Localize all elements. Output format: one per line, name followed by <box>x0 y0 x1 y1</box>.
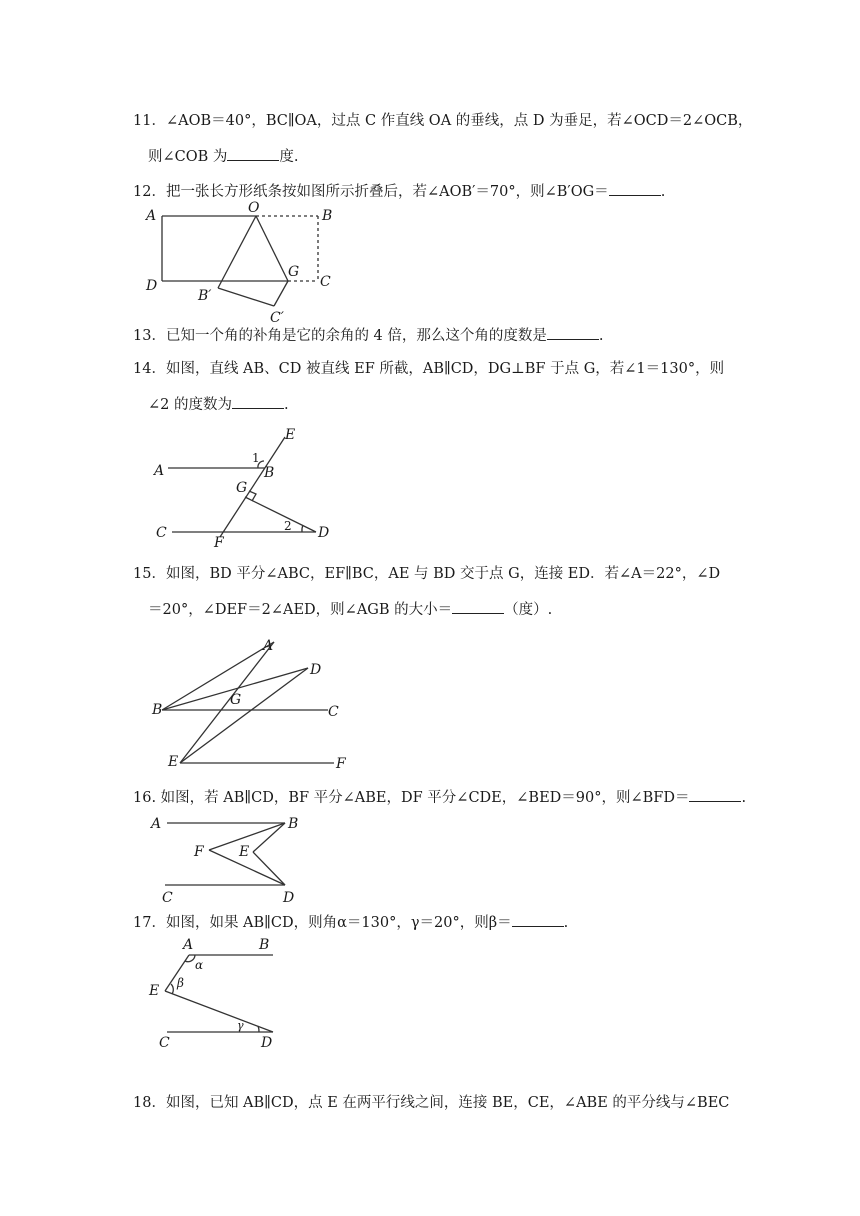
segment-BA <box>162 642 274 710</box>
answer-blank-11[interactable] <box>227 146 279 161</box>
q15-text: ＝20°，∠DEF＝2∠AED，则∠AGB 的大小＝ <box>148 602 453 618</box>
q14-line2: ∠2 的度数为 . <box>148 394 289 415</box>
q15-figure <box>150 630 360 770</box>
answer-blank-16[interactable] <box>689 787 741 802</box>
q16-figure <box>145 810 315 905</box>
q14-figure <box>150 425 350 550</box>
q16-line: 16. 如图，若 AB∥CD，BF 平分∠ABE，DF 平分∠CDE，∠BED＝90°，则∠BFD＝ . <box>133 787 746 808</box>
q12-text: 12．把一张长方形纸条按如图所示折叠后，若∠AOB′＝70°，则∠B′OG＝ <box>133 184 609 200</box>
answer-blank-15[interactable] <box>452 599 504 614</box>
label-A: A <box>183 937 194 953</box>
label-O: O <box>248 200 260 216</box>
label-F: F <box>214 535 224 551</box>
label-A: A <box>151 816 162 832</box>
label-gamma: γ <box>237 1019 244 1032</box>
segment-GCprime <box>274 281 288 306</box>
label-Bprime: B′ <box>198 288 212 304</box>
beta-arc <box>171 984 173 994</box>
answer-blank-12[interactable] <box>609 181 661 196</box>
label-E: E <box>168 754 179 770</box>
label-E: E <box>239 844 250 860</box>
q11-line1: 11．∠AOB＝40°，BC∥OA，过点 C 作直线 OA 的垂线，点 D 为垂足，若∠OCD＝2∠OCB， <box>133 113 753 129</box>
q17-figure <box>145 935 295 1055</box>
q15-line2: ＝20°，∠DEF＝2∠AED，则∠AGB 的大小＝ （度）. <box>148 599 552 620</box>
label-alpha: α <box>195 958 204 972</box>
segment-GD <box>245 497 316 532</box>
segment-EA <box>180 642 274 763</box>
q14-line1: 14．如图，直线 AB、CD 被直线 EF 所截，AB∥CD，DG⊥BF 于点 G，若∠1＝130°，则 <box>133 361 725 377</box>
label-C: C <box>320 274 331 290</box>
label-D: D <box>283 890 295 906</box>
gamma-arc <box>258 1026 259 1032</box>
answer-blank-14[interactable] <box>232 394 284 409</box>
label-angle1: 1 <box>252 451 260 465</box>
label-E: E <box>149 983 160 999</box>
q17-text: 17．如图，如果 AB∥CD，则角α＝130°，γ＝20°，则β＝ <box>133 915 512 931</box>
label-G: G <box>230 692 242 708</box>
q13-text: 13．已知一个角的补角是它的余角的 4 倍，那么这个角的度数是 <box>133 328 547 344</box>
label-Cprime: C′ <box>270 310 284 326</box>
segment-ED <box>180 668 308 763</box>
answer-blank-13[interactable] <box>547 325 599 340</box>
segment-OBprime <box>218 216 256 288</box>
label-G: G <box>236 480 248 496</box>
label-E: E <box>285 427 296 443</box>
label-C: C <box>328 704 339 720</box>
segment-ED <box>253 852 285 885</box>
q12-figure <box>140 200 340 325</box>
label-beta: β <box>177 976 184 990</box>
q14-text: ∠2 的度数为 <box>148 397 232 413</box>
segment-BE <box>253 823 285 852</box>
label-G: G <box>288 264 300 280</box>
angle2-arc <box>302 525 303 532</box>
answer-blank-17[interactable] <box>512 912 564 927</box>
q13-line: 13．已知一个角的补角是它的余角的 4 倍，那么这个角的度数是 . <box>133 325 604 346</box>
label-B: B <box>322 208 333 224</box>
label-B: B <box>288 816 299 832</box>
q11-text: 则∠COB 为 <box>148 149 228 165</box>
label-D: D <box>310 662 322 678</box>
q16-text: 16. 如图，若 AB∥CD，BF 平分∠ABE，DF 平分∠CDE，∠BED＝90°，则∠BFD＝ <box>133 790 690 806</box>
label-A: A <box>154 463 165 479</box>
label-B: B <box>264 465 275 481</box>
label-angle2: 2 <box>284 519 292 533</box>
label-C: C <box>162 890 173 906</box>
label-F: F <box>336 756 346 772</box>
q15-line1: 15．如图，BD 平分∠ABC，EF∥BC，AE 与 BD 交于点 G，连接 ED．若∠A＝22°，∠D <box>133 566 721 582</box>
q17-line: 17．如图，如果 AB∥CD，则角α＝130°，γ＝20°，则β＝ . <box>133 912 568 933</box>
label-B: B <box>259 937 270 953</box>
q18-line1: 18．如图，已知 AB∥CD，点 E 在两平行线之间，连接 BE，CE，∠ABE 的平分线与∠BEC <box>133 1095 730 1111</box>
label-A: A <box>146 208 157 224</box>
label-D: D <box>146 278 158 294</box>
q11-line2: 则∠COB 为 度. <box>148 146 299 167</box>
label-A: A <box>263 638 274 654</box>
segment-ED <box>165 991 273 1032</box>
label-F: F <box>194 844 204 860</box>
label-B: B <box>152 702 163 718</box>
segment-BprimeCprime <box>218 288 274 306</box>
q12-line: 12．把一张长方形纸条按如图所示折叠后，若∠AOB′＝70°，则∠B′OG＝ . <box>133 181 665 202</box>
label-D: D <box>318 525 330 541</box>
label-C: C <box>156 525 167 541</box>
label-D: D <box>261 1035 273 1051</box>
segment-OG <box>256 216 288 281</box>
label-C: C <box>159 1035 170 1051</box>
